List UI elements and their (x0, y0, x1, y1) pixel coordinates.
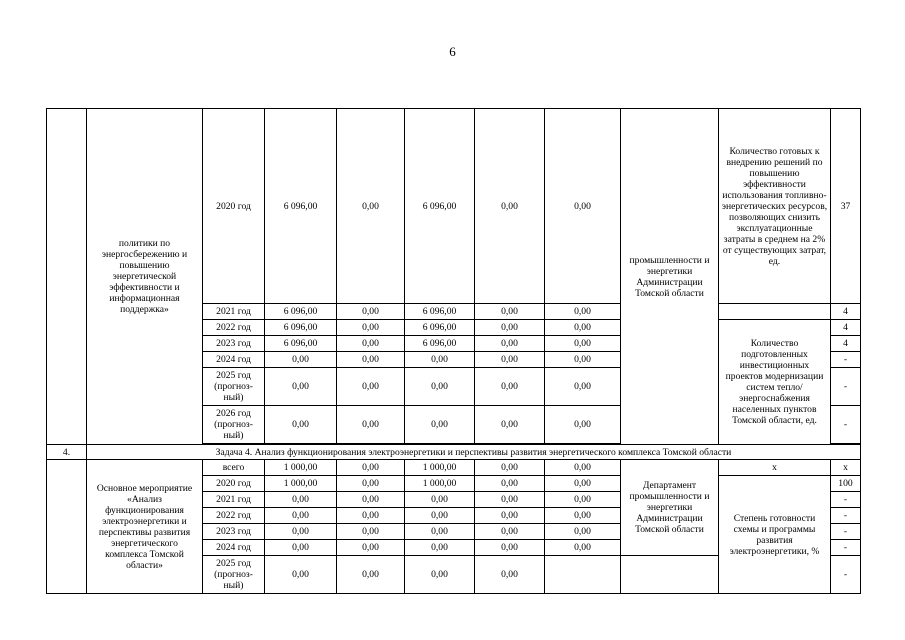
year-cell: 2022 год (203, 508, 265, 524)
table-row (47, 109, 861, 304)
indicator-value: 4 (831, 320, 861, 336)
value-cell: 0,00 (475, 368, 545, 406)
value-cell: 0,00 (475, 476, 545, 492)
value-cell: 0,00 (475, 492, 545, 508)
value-cell: 6 096,00 (265, 336, 337, 352)
value-cell: 0,00 (475, 352, 545, 368)
section-title: Задача 4. Анализ функционирования электроэнергетики и перспективы развития энергетического комплекса Томской области (87, 445, 861, 460)
activity-name: Основное мероприятие «Анализ функционирования электроэнергетики и перспективы развития энергетического комплекса Томской области» (87, 460, 203, 594)
indicator-value: - (831, 524, 861, 540)
value-cell: 0,00 (545, 320, 621, 336)
indicator-value: - (831, 492, 861, 508)
indicator-value: - (831, 352, 861, 368)
year-cell: 2023 год (203, 524, 265, 540)
page-number: 6 (449, 44, 456, 59)
indicator-value: 100 (831, 476, 861, 492)
indicator-value: х (831, 460, 861, 476)
value-cell: 0,00 (337, 540, 405, 556)
value-cell: 0,00 (545, 492, 621, 508)
indicator-value: - (831, 540, 861, 556)
indicator-value: 37 (831, 109, 861, 304)
value-cell: 0,00 (405, 508, 475, 524)
executor-cell: промышленности и энергетики Администрации Томской области (621, 109, 719, 445)
year-cell: 2020 год (203, 109, 265, 304)
value-cell: 0,00 (545, 508, 621, 524)
value-cell: 0,00 (337, 304, 405, 320)
year-cell: 2021 год (203, 304, 265, 320)
indicator-name: х (719, 460, 831, 476)
value-cell: 0,00 (337, 336, 405, 352)
year-cell: 2020 год (203, 476, 265, 492)
value-cell: 0,00 (405, 556, 475, 594)
value-cell: 0,00 (475, 556, 545, 594)
value-cell: 0,00 (265, 508, 337, 524)
year-cell: 2024 год (203, 540, 265, 556)
year-cell: 2021 год (203, 492, 265, 508)
value-cell: 0,00 (545, 460, 621, 476)
year-cell: 2023 год (203, 336, 265, 352)
indicator-value: 4 (831, 336, 861, 352)
value-cell: 0,00 (545, 524, 621, 540)
value-cell: 0,00 (545, 540, 621, 556)
value-cell: 0,00 (545, 352, 621, 368)
value-cell: 1 000,00 (405, 476, 475, 492)
row-number-cell (47, 109, 87, 445)
value-cell: 0,00 (337, 476, 405, 492)
table-row (47, 460, 861, 476)
value-cell: 0,00 (265, 524, 337, 540)
section-row (47, 445, 861, 460)
value-cell: 0,00 (545, 304, 621, 320)
value-cell: 6 096,00 (265, 320, 337, 336)
value-cell: 0,00 (545, 336, 621, 352)
value-cell: 6 096,00 (405, 320, 475, 336)
value-cell: 6 096,00 (265, 109, 337, 304)
value-cell: 0,00 (265, 540, 337, 556)
activity-name: политики по энергосбережению и повышению энергетической эффективности и информационная поддержка» (87, 109, 203, 445)
value-cell: 0,00 (405, 406, 475, 444)
value-cell: 0,00 (475, 540, 545, 556)
value-cell: 0,00 (475, 508, 545, 524)
indicator-spacer (719, 304, 831, 320)
value-cell: 0,00 (337, 508, 405, 524)
value-cell: 0,00 (405, 368, 475, 406)
year-cell: 2024 год (203, 352, 265, 368)
value-cell: 0,00 (337, 492, 405, 508)
value-cell: 6 096,00 (405, 304, 475, 320)
value-cell: 1 000,00 (265, 476, 337, 492)
indicator-name: Количество готовых к внедрению решений по повышению эффективности использования топливно-энергетических ресурсов, позволяющих снизить эксплуатационные затраты в среднем на 2% от существующих затрат, ед. (719, 109, 831, 304)
value-cell: 0,00 (337, 352, 405, 368)
indicator-value: - (831, 508, 861, 524)
indicator-value: - (831, 368, 861, 406)
value-cell: 0,00 (265, 352, 337, 368)
section-number: 4. (47, 445, 87, 460)
value-cell: 0,00 (265, 556, 337, 594)
value-cell: 0,00 (405, 492, 475, 508)
value-cell: 0,00 (405, 524, 475, 540)
value-cell: 0,00 (265, 406, 337, 444)
value-cell: 0,00 (337, 460, 405, 476)
value-cell (545, 556, 621, 594)
value-cell: 0,00 (337, 109, 405, 304)
value-cell: 0,00 (545, 109, 621, 304)
value-cell: 0,00 (475, 406, 545, 444)
value-cell: 0,00 (475, 304, 545, 320)
indicator-value: 4 (831, 304, 861, 320)
value-cell: 0,00 (475, 524, 545, 540)
value-cell: 0,00 (337, 406, 405, 444)
value-cell: 0,00 (475, 109, 545, 304)
value-cell: 0,00 (337, 556, 405, 594)
row-number-cell (47, 460, 87, 594)
program-table (46, 108, 861, 594)
value-cell: 0,00 (475, 320, 545, 336)
executor-spacer (621, 556, 719, 594)
executor-cell: Департамент промышленности и энергетики Администрации Томской области (621, 460, 719, 556)
value-cell: 6 096,00 (405, 336, 475, 352)
year-cell: 2022 год (203, 320, 265, 336)
indicator-name: Степень готовности схемы и программы развития электроэнергетики, % (719, 476, 831, 594)
value-cell: 0,00 (265, 492, 337, 508)
value-cell: 6 096,00 (265, 304, 337, 320)
year-cell: всего (203, 460, 265, 476)
value-cell: 0,00 (265, 368, 337, 406)
value-cell: 0,00 (337, 368, 405, 406)
value-cell: 0,00 (545, 476, 621, 492)
value-cell: 0,00 (545, 368, 621, 406)
year-cell: 2025 год (прогноз-ный) (203, 556, 265, 594)
indicator-value: - (831, 406, 861, 444)
value-cell: 0,00 (475, 336, 545, 352)
value-cell: 0,00 (475, 460, 545, 476)
value-cell: 0,00 (405, 540, 475, 556)
value-cell: 6 096,00 (405, 109, 475, 304)
value-cell: 0,00 (545, 406, 621, 444)
year-cell: 2025 год (прогноз-ный) (203, 368, 265, 406)
year-cell: 2026 год (прогноз-ный) (203, 406, 265, 444)
value-cell: 1 000,00 (405, 460, 475, 476)
indicator-name: Количество подготовленных инвестиционных проектов модернизации систем тепло/энергоснабжения населенных пунктов Томской области, ед. (719, 320, 831, 445)
value-cell: 1 000,00 (265, 460, 337, 476)
value-cell: 0,00 (405, 352, 475, 368)
value-cell: 0,00 (337, 320, 405, 336)
value-cell: 0,00 (337, 524, 405, 540)
indicator-value: - (831, 556, 861, 594)
